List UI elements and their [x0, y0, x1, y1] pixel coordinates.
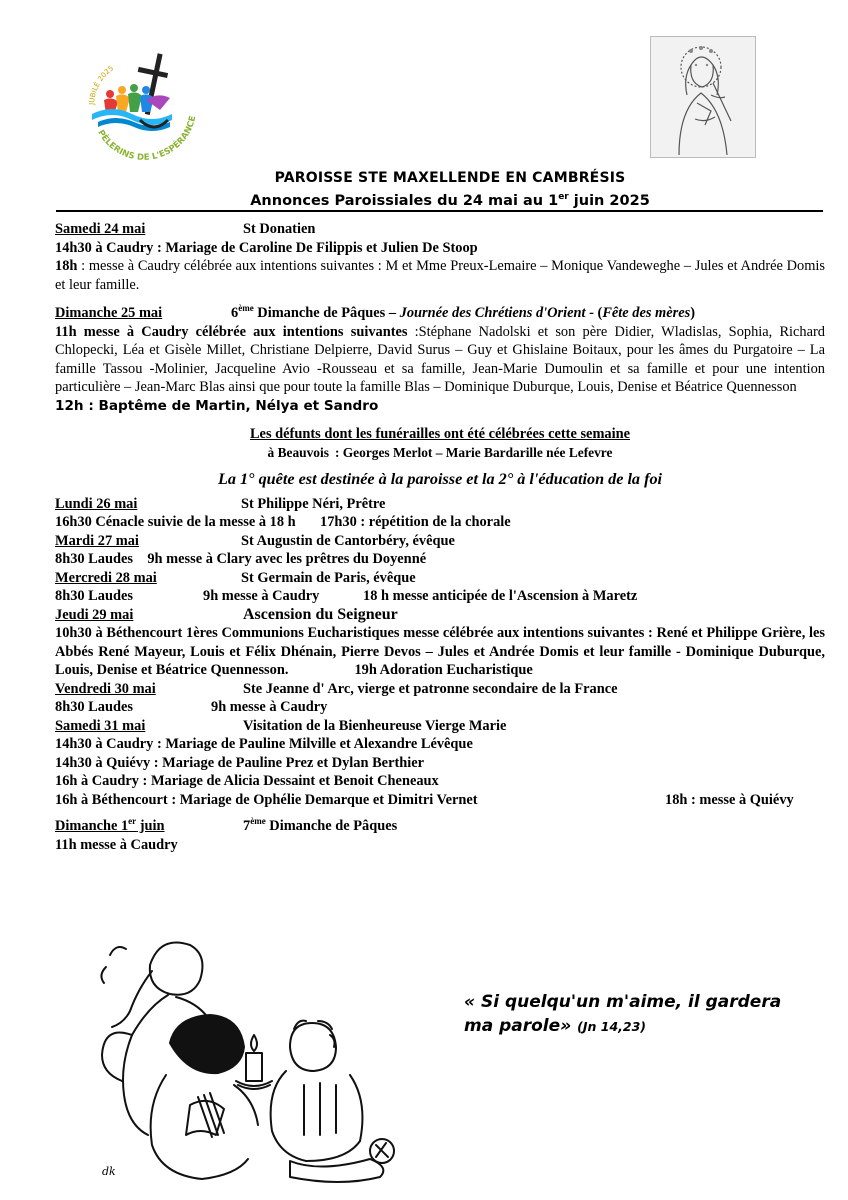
wedding-line: 16h à Béthencourt : Mariage de Ophélie Demarque et Dimitri Vernet 18h : messe à Quiévy — [55, 791, 794, 808]
day-label: Samedi 24 mai — [55, 221, 146, 237]
logo-brand-text: PÈLERINS DE L'ESPÉRANCE — [95, 114, 199, 163]
mass-line: 11h messe à Caudry — [55, 836, 178, 853]
saint-maxellende-image — [650, 36, 756, 158]
schedule-line: 8h30 Laudes 9h messe à Clary avec les prêtres du Doyenné — [55, 551, 427, 567]
artist-signature: dk — [102, 1165, 116, 1178]
day-label: Dimanche 25 mai — [55, 305, 163, 321]
logo-circle-text: JUBILÉ 2025 — [87, 64, 116, 106]
day-heading-fri: Vendredi 30 mai Ste Jeanne d' Arc, vierge et patronne secondaire de la France — [55, 680, 618, 697]
day-heading-sat24 — [55, 220, 825, 239]
jubilee-logo — [76, 50, 208, 165]
schedule-line: 16h30 Cénacle suivie de la messe à 18 h 17h30 : répétition de la chorale — [55, 514, 511, 530]
mass-intentions: 11h messe à Caudry célébrée aux intentions suivantes :Stéphane Nadolski et son père Didier, Wladislas, Sophia, Richard Chlopecki, Léa et Gisèle Millet, Christiane Delpierre, David Surus – Guy et Ghislaine Boitaux, pour les âmes du Purgatoire – La famille Tassou -Molinier, Jacqueline Avio -Rousseau et sa famille, Jean-Marie Dumoulin et sa famille et pour une intention particulière – Jean-Marc Blas ainsi que pour toute la famille Blas – Dominique Duburque, Louis, Denise et Béatrice Quennesson — [55, 323, 825, 395]
funerals-heading: Les défunts dont les funérailles ont été célébrées cette semaine — [249, 426, 631, 442]
header-rule — [56, 210, 823, 212]
day-heading-wed: Mercredi 28 mai St Germain de Paris, évêque — [55, 569, 416, 586]
day-heading-sat31: Samedi 31 mai Visitation de la Bienheureuse Vierge Marie — [55, 717, 507, 734]
mass-intentions: 18h : messe à Caudry célébrée aux intentions suivantes : M et Mme Preux-Lemaire – Monique Vandeweghe – Jules et Andrée Domis et leur famille. — [55, 258, 825, 293]
parish-name: PAROISSE STE MAXELLENDE EN CAMBRÉSIS — [274, 170, 626, 186]
wedding-line: 16h à Caudry : Mariage de Alicia Dessaint et Benoit Cheneaux — [55, 773, 439, 789]
saint-of-day: St Donatien — [243, 221, 316, 237]
bulletin-title: Annonces Paroissiales du 24 mai au 1er juin 2025 — [250, 192, 650, 209]
wedding-line: 14h30 à Caudry : Mariage de Pauline Milville et Alexandre Lévêque — [55, 736, 473, 752]
gospel-reference: (Jn 14,23) — [577, 1019, 647, 1034]
wedding-line: 14h30 à Quiévy : Mariage de Pauline Prez et Dylan Berthier — [55, 754, 425, 771]
day-heading-tue: Mardi 27 mai St Augustin de Cantorbéry, évêque — [55, 532, 455, 549]
funerals-names: à Beauvois : Georges Merlot – Marie Bardarille née Lefevre — [267, 444, 613, 460]
schedule-line: 8h30 Laudes 9h messe à Caudry 18 h messe anticipée de l'Ascension à Maretz — [55, 588, 638, 604]
collection-note: La 1° quête est destinée à la paroisse et la 2° à l'éducation de la foi — [217, 470, 663, 488]
children-candle-illustration — [80, 925, 410, 1187]
announcements — [55, 220, 825, 854]
day-heading-thu: Jeudi 29 mai Ascension du Seigneur — [55, 605, 398, 623]
waves-icon — [92, 109, 172, 131]
day-heading-sun1: Dimanche 1er juin 7ème Dimanche de Pâques — [55, 816, 398, 834]
schedule-line: 8h30 Laudes 9h messe à Caudry — [55, 699, 328, 715]
gospel-quote: « Si quelqu'un m'aime, il gardera ma parole» (Jn 14,23) — [464, 992, 782, 1036]
communion-line: 10h30 à Béthencourt 1ères Communions Eucharistiques messe célébrée aux intentions suivantes : René et Philippe Grière, les Abbés René Mayeur, Louis et Félix Dhénain, Pierre Devos – Jules et Andrée Domis et leur famille - Dominique Duburque, Louis, Denise et Béatrice Quennesson. 19h Adoration Eucharistique — [55, 625, 825, 678]
bulletin-header — [150, 170, 750, 209]
day-heading-mon: Lundi 26 mai St Philippe Néri, Prêtre — [55, 495, 386, 512]
day-heading-sun25: Dimanche 25 mai 6ème Dimanche de Pâques – Journée des Chrétiens d'Orient - (Fête des mères) — [55, 303, 696, 321]
baptism-line: 12h : Baptême de Martin, Nélya et Sandro — [55, 397, 379, 414]
wedding-line: 14h30 à Caudry : Mariage de Caroline De Filippis et Julien De Stoop — [55, 239, 478, 256]
